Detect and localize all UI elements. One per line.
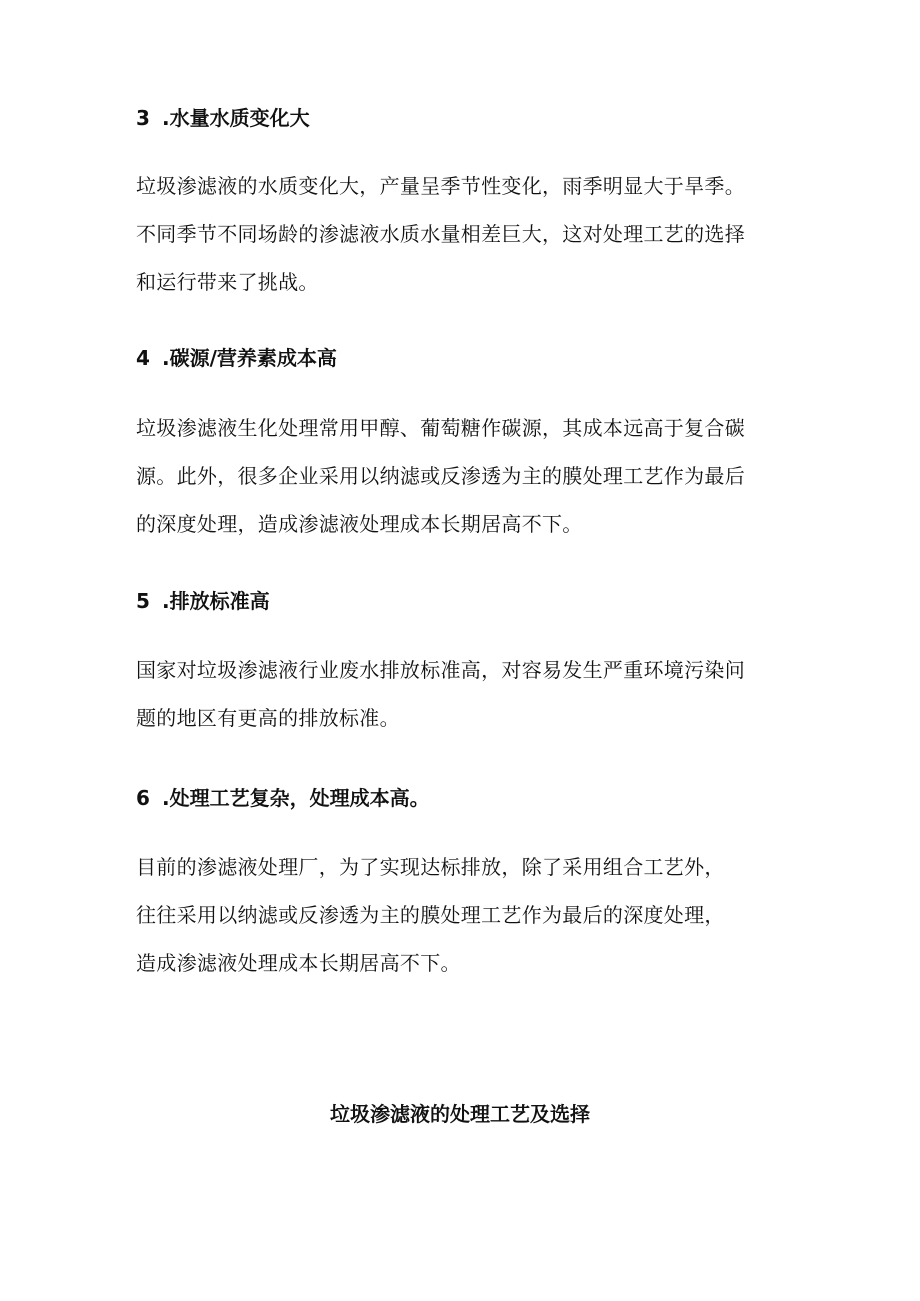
section-number: 4 [136, 346, 150, 370]
paragraph-line: 源。此外，很多企业采用以纳滤或反渗透为主的膜处理工艺作为最后 [136, 464, 745, 488]
section-number: 3 [136, 106, 150, 130]
paragraph-line: 和运行带来了挑战。 [136, 270, 319, 294]
section-3-heading [136, 106, 310, 130]
section-4-paragraph [136, 404, 816, 548]
section-3-paragraph [136, 162, 816, 306]
section-heading-text: .排放标准高 [162, 589, 270, 613]
paragraph-line: 题的地区有更高的排放标准。 [136, 706, 400, 730]
paragraph-line: 垃圾渗滤液的水质变化大，产量呈季节性变化，雨季明显大于旱季。 [136, 174, 745, 198]
paragraph-line: 目前的渗滤液处理厂，为了实现达标排放，除了采用组合工艺外， [136, 855, 725, 879]
section-4-heading [136, 346, 337, 370]
section-5-paragraph [136, 646, 816, 742]
paragraph-line: 国家对垃圾渗滤液行业废水排放标准高，对容易发生严重环境污染问 [136, 658, 745, 682]
section-number: 5 [136, 589, 150, 613]
section-heading-text: .水量水质变化大 [162, 106, 310, 130]
section-6-heading [136, 786, 430, 810]
section-6-paragraph [136, 843, 816, 987]
paragraph-line: 不同季节不同场龄的渗滤液水质水量相差巨大，这对处理工艺的选择 [136, 222, 745, 246]
section-heading-text: .处理工艺复杂，处理成本高。 [162, 786, 430, 810]
section-heading-text: .碳源/营养素成本高 [162, 346, 337, 370]
paragraph-line: 垃圾渗滤液生化处理常用甲醇、葡萄糖作碳源，其成本远高于复合碳 [136, 416, 745, 440]
section-number: 6 [136, 786, 150, 810]
paragraph-line: 造成渗滤液处理成本长期居高不下。 [136, 951, 461, 975]
section-5-heading [136, 589, 270, 613]
section-title: 垃圾渗滤液的处理工艺及选择 [330, 1102, 590, 1126]
paragraph-line: 的深度处理，造成渗滤液处理成本长期居高不下。 [136, 512, 583, 536]
paragraph-line: 往往采用以纳滤或反渗透为主的膜处理工艺作为最后的深度处理， [136, 903, 725, 927]
